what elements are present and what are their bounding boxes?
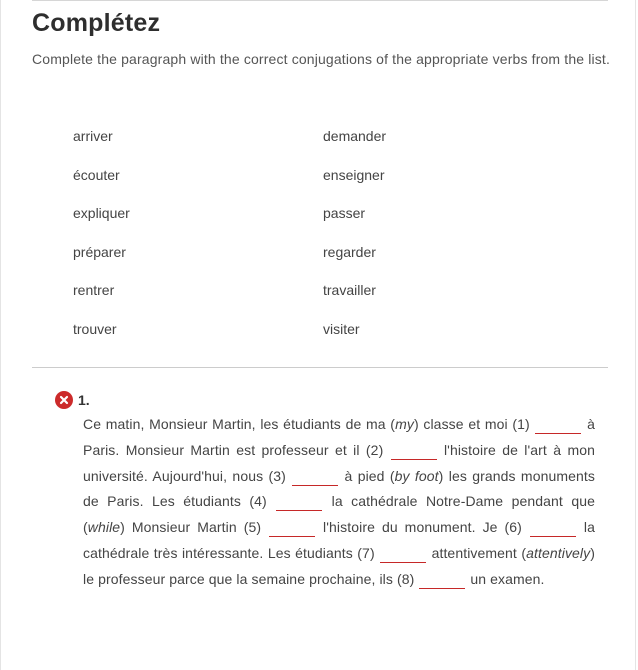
verb-item: enseigner [323,166,385,183]
answer-blank-4[interactable] [276,495,322,511]
answer-blank-8[interactable] [419,573,465,589]
verb-item: expliquer [73,205,130,222]
answer-blank-1[interactable] [535,418,581,434]
question-paragraph: Ce matin, Monsieur Martin, les étudiants de ma (my) classe et moi (1) à Paris. Monsieur Martin est professeur et il (2) l'histoire de l'art à mon université. Aujourd'hui, nous (3) à pied (by foot) les grands monuments de Paris. Les étudiants (4) la cathédrale Notre-Dame pendant que (while) Monsieur Martin (5) l'histoire du monument. Je (6) la cathédrale très intéressante. Les étudiants (7) attentivement (attentively) le professeur parce que la semaine prochaine, ils (8) un examen. [83,416,596,587]
verb-item: trouver [73,321,117,337]
answer-blank-2[interactable] [391,444,437,460]
instructions: Complete the paragraph with the correct conjugations of the appropriate verbs from the list. [32,51,610,67]
answer-blank-7[interactable] [380,547,426,563]
verb-item: arriver [73,128,113,144]
page-title: Complétez [32,9,161,37]
answer-blank-5[interactable] [269,521,315,537]
verb-item: demander [323,128,387,144]
question-number: 1. [78,392,90,408]
top-divider [32,0,608,1]
answer-blank-6[interactable] [530,521,576,537]
answer-blank-3[interactable] [292,470,338,486]
verb-item: travailler [323,282,376,299]
verb-item: regarder [323,243,376,260]
section-divider [32,367,608,368]
verb-item: rentrer [73,282,115,299]
verb-item: préparer [73,243,126,260]
incorrect-icon [55,391,73,409]
verb-item: visiter [323,321,360,337]
verb-item: passer [323,205,366,222]
verb-item: écouter [73,166,120,183]
